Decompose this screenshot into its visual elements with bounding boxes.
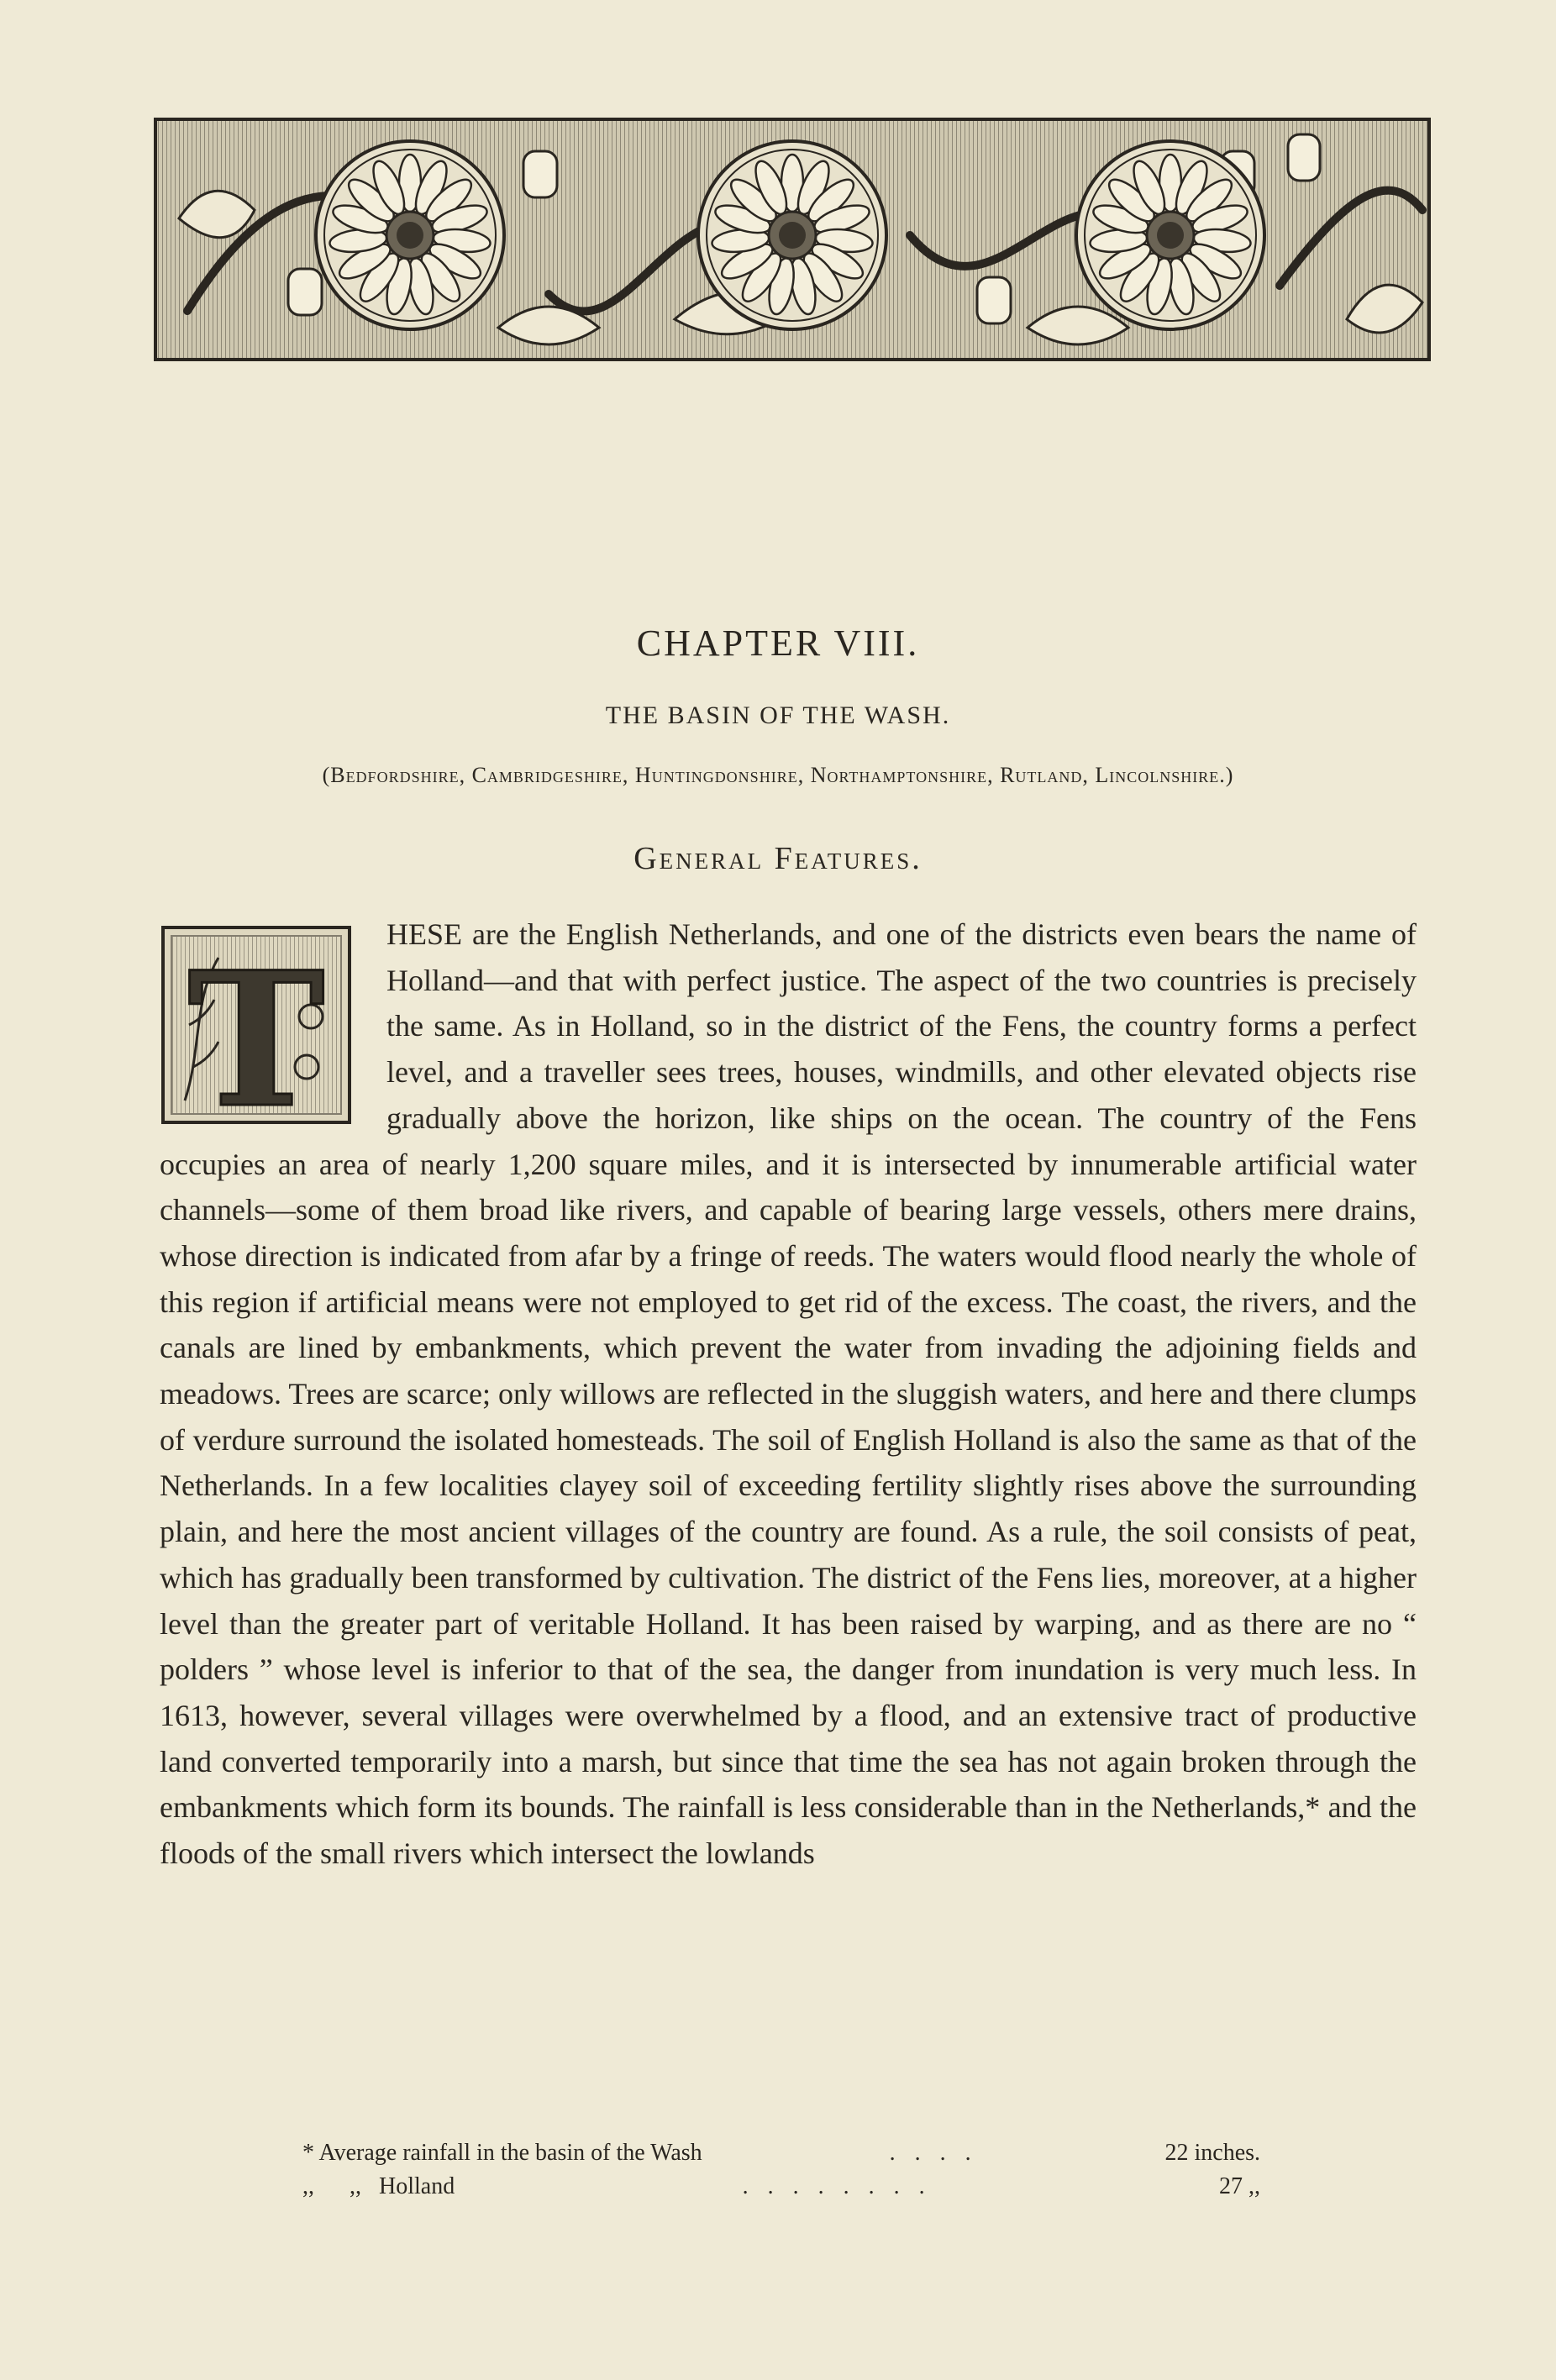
footnote — [302, 2136, 1260, 2204]
footnote-leader: . . . . — [889, 2140, 978, 2166]
dropcap-letter: T — [187, 931, 325, 1130]
floral-ornament-icon — [154, 118, 1431, 361]
body-paragraph: HESE are the English Netherlands, and one of the districts even bears the name of Holland—and that with perfect justice. The aspect of the two countries is precisely the same. As in Holland, so in the district of the Fens, the country forms a perfect level, and a traveller sees trees, houses, windmills, and other elevated objects rise gradually above the horizon, like ships on the ocean. The country of the Fens occupies an area of nearly 1,200 square miles, and it is intersected by innumerable artificial water channels—some of them broad like rivers, and capable of bearing large vessels, others mere drains, whose direction is indicated from afar by a fringe of reeds. The waters would flood nearly the whole of this region if artificial means were not employed to get rid of the excess. The coast, the rivers, and the canals are lined by embankments, which prevent the water from invading the adjoining fields and meadows. Trees are scarce; only willows are reflected in the sluggish waters, and here and there clumps of verdure surround the isolated homesteads. The soil of English Holland is also the same as that of the Netherlands. In a few localities clayey soil of exceeding fertility slightly rises above the surrounding plain, and here the most ancient villages of the country are found. As a rule, the soil consists of peat, which has gradually been transformed by cultivation. The district of the Fens lies, moreover, at a higher level than the greater part of veritable Holland. It has been raised by warping, and as there are no “ polders ” whose level is inferior to that of the sea, the danger from inundation is very much less. In 1613, however, several villages were overwhelmed by a flood, and an extensive tract of productive land converted temporarily into a marsh, but since that time the sea has not again broken through the embankments which form its bounds. The rainfall is less considerable than in the Netherlands,* and the floods of the small rivers which intersect the lowlands — [160, 917, 1417, 1871]
body-paragraph-container — [160, 912, 1417, 1877]
footnote-leader: . . . . . . . . — [742, 2173, 932, 2199]
footnote-label: ,, ,, Holland — [302, 2173, 455, 2199]
chapter-heading: CHAPTER VIII. — [636, 623, 920, 664]
footnote-row — [302, 2170, 1260, 2204]
footnote-row — [302, 2136, 1260, 2170]
footnote-value: 22 inches. — [1164, 2140, 1261, 2166]
chapter-title: THE BASIN OF THE WASH. — [605, 701, 951, 729]
counties-list: (Bedfordshire, Cambridgeshire, Huntingdonshire, Northamptonshire, Rutland, Lincolnshire.) — [322, 763, 1234, 787]
dropcap-spacer — [160, 912, 386, 1138]
footnote-label: * Average rainfall in the basin of the Wash — [302, 2140, 702, 2166]
footnote-value: 27 ,, — [1219, 2173, 1260, 2199]
section-heading: General Features. — [633, 841, 923, 876]
floral-ornament-banner — [154, 118, 1431, 361]
